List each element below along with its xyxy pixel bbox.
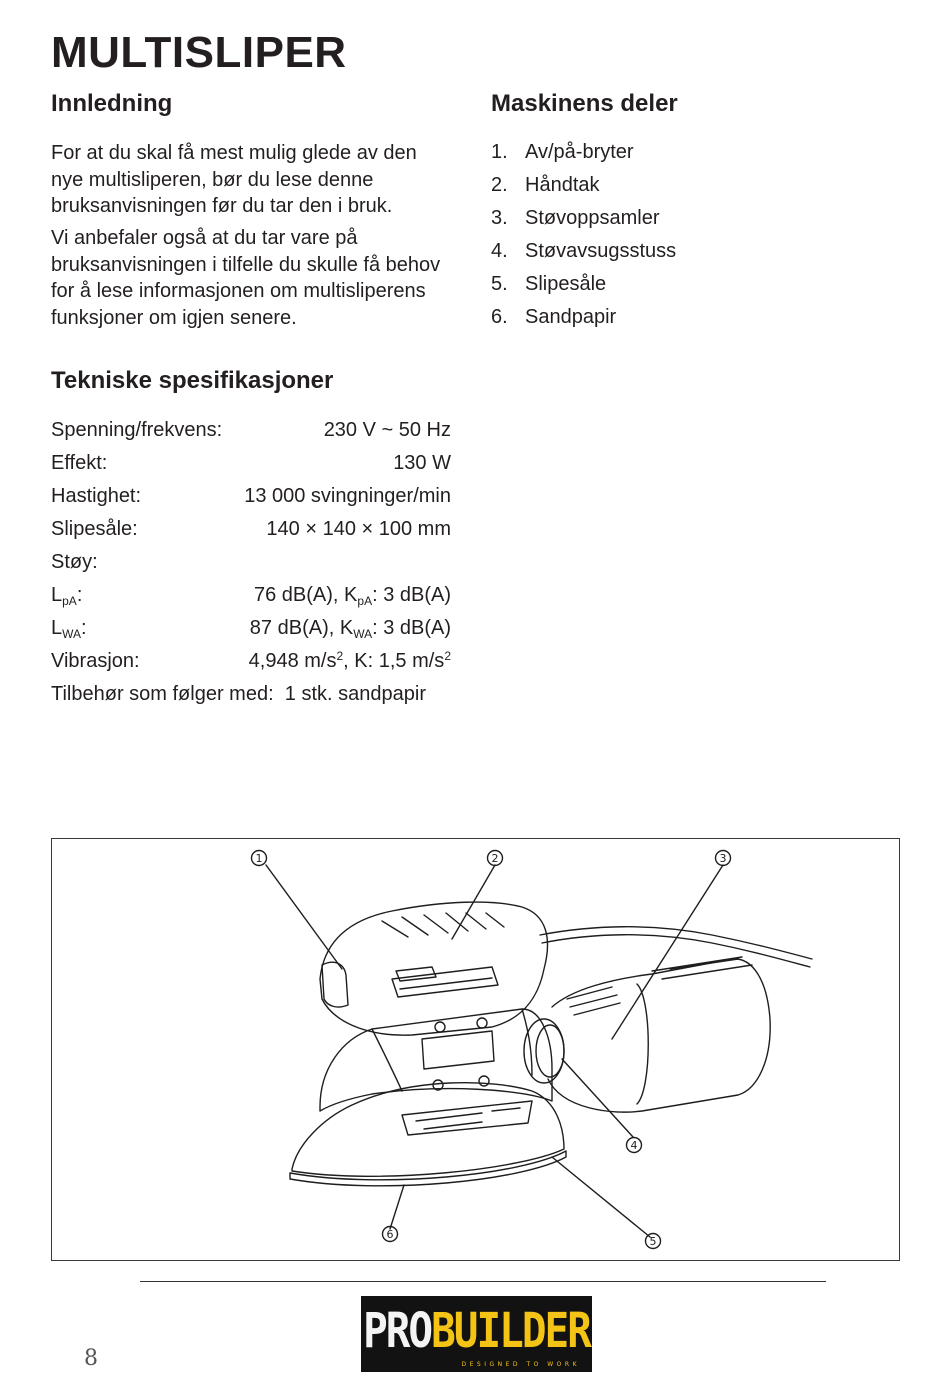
intro-line: bruksanvisningen før du tar den i bruk. <box>51 195 393 217</box>
spec-label: Tilbehør som følger med: 1 stk. sandpapir <box>51 683 426 705</box>
svg-text:5: 5 <box>649 1235 657 1248</box>
callout-leader-6 <box>390 1185 404 1229</box>
item-number: 6. <box>491 306 508 328</box>
item-number: 5. <box>491 273 508 295</box>
spec-label: Vibrasjon: <box>51 650 140 672</box>
item-number: 2. <box>491 174 508 196</box>
callout-4 <box>627 1138 642 1153</box>
spec-row-speed <box>51 481 451 514</box>
specs-heading: Tekniske spesifikasjoner <box>51 367 334 394</box>
spec-row-voltage <box>51 415 451 448</box>
callout-leader-5 <box>552 1157 650 1237</box>
power-cord <box>540 927 812 959</box>
intro-line: For at du skal få mest mulig glede av den <box>51 142 417 164</box>
parts-list-item <box>491 270 676 303</box>
item-label: Sandpapir <box>525 306 617 328</box>
callout-6 <box>383 1227 398 1242</box>
spec-label: Effekt: <box>51 452 108 474</box>
svg-text:2: 2 <box>491 852 499 865</box>
spec-row-lwa <box>51 613 451 646</box>
sanding-pad <box>292 1083 564 1177</box>
spec-value: 230 V ~ 50 Hz <box>323 419 451 441</box>
intro-line: Vi anbefaler også at du tar vare på <box>51 227 358 249</box>
spec-row-lpa <box>51 580 451 613</box>
item-label: Slipesåle <box>525 273 607 295</box>
power-switch <box>322 962 348 1007</box>
page-title: MULTISLIPER <box>51 28 347 77</box>
parts-list-item <box>491 237 676 270</box>
item-number: 3. <box>491 207 508 229</box>
callout-1 <box>252 851 267 866</box>
spec-label: Slipesåle: <box>51 518 138 540</box>
intro-line: nye multisliperen, bør du lese denne <box>51 168 374 191</box>
intro-line: bruksanvisningen i tilfelle du skulle få behov <box>51 253 441 276</box>
callout-5 <box>646 1234 661 1249</box>
spec-table <box>51 415 451 712</box>
logo-wordmark: PROBUILDER <box>363 1302 590 1359</box>
spec-label: $L_{WA}$: <box>51 617 87 641</box>
sander-diagram <box>51 838 900 1261</box>
spec-value: 130 W <box>393 452 451 474</box>
callout-leader-4 <box>562 1059 633 1137</box>
intro-line: funksjoner om igjen senere. <box>51 306 297 329</box>
spec-label: Støy: <box>51 551 98 573</box>
parts-list <box>491 138 676 336</box>
item-label: Håndtak <box>525 174 600 196</box>
parts-list-item <box>491 303 676 336</box>
spec-value: 76 dB(A), $K_{pA}$: 3 dB(A) <box>254 584 451 608</box>
intro-heading: Innledning <box>51 90 173 117</box>
spec-label: Spenning/frekvens: <box>51 419 223 441</box>
item-label: Av/på-bryter <box>525 141 634 163</box>
spec-value: 87 dB(A), $K_{WA}$: 3 dB(A) <box>249 617 451 641</box>
intro-line: for å lese informasjonen om multisliperens <box>51 280 426 302</box>
footer-divider <box>140 1281 826 1282</box>
item-number: 1. <box>491 141 508 163</box>
svg-text:4: 4 <box>630 1139 638 1152</box>
item-label: Støvavsugsstuss <box>525 240 677 262</box>
parts-list-item <box>491 138 676 171</box>
parts-list-item <box>491 204 676 237</box>
spec-label: Hastighet: <box>51 485 142 507</box>
intro-paragraph-1 <box>51 140 417 220</box>
spec-value: 4,948 $m/s^2$, K: 1,5 $m/s^2$ <box>248 649 451 672</box>
callout-2 <box>488 851 503 866</box>
spec-row-noise <box>51 547 451 580</box>
svg-text:6: 6 <box>386 1228 394 1241</box>
spec-value: 140 × 140 × 100 mm <box>266 518 451 540</box>
parts-heading: Maskinens deler <box>491 90 678 117</box>
svg-text:3: 3 <box>719 852 727 865</box>
callout-leader-3 <box>612 865 723 1039</box>
intro-paragraph-2 <box>51 225 440 331</box>
item-label: Støvoppsamler <box>525 207 660 229</box>
callout-leader-1 <box>266 865 342 969</box>
dust-collector <box>548 959 770 1112</box>
page-number: 8 <box>84 1346 98 1371</box>
svg-text:1: 1 <box>255 852 263 865</box>
spec-label: $L_{pA}$: <box>51 584 83 608</box>
logo-tagline: DESIGNED TO WORK <box>461 1361 580 1368</box>
spec-row-pad <box>51 514 451 547</box>
probuilder-logo <box>361 1296 592 1372</box>
callout-3 <box>716 851 731 866</box>
dust-collector <box>637 984 648 1104</box>
spec-row-accessories <box>51 679 451 712</box>
sandpaper <box>290 1151 566 1186</box>
item-number: 4. <box>491 240 508 262</box>
spec-row-vibration <box>51 646 451 679</box>
parts-list-item <box>491 171 676 204</box>
spec-value: 13 000 svingninger/min <box>244 485 451 507</box>
spec-row-power <box>51 448 451 481</box>
